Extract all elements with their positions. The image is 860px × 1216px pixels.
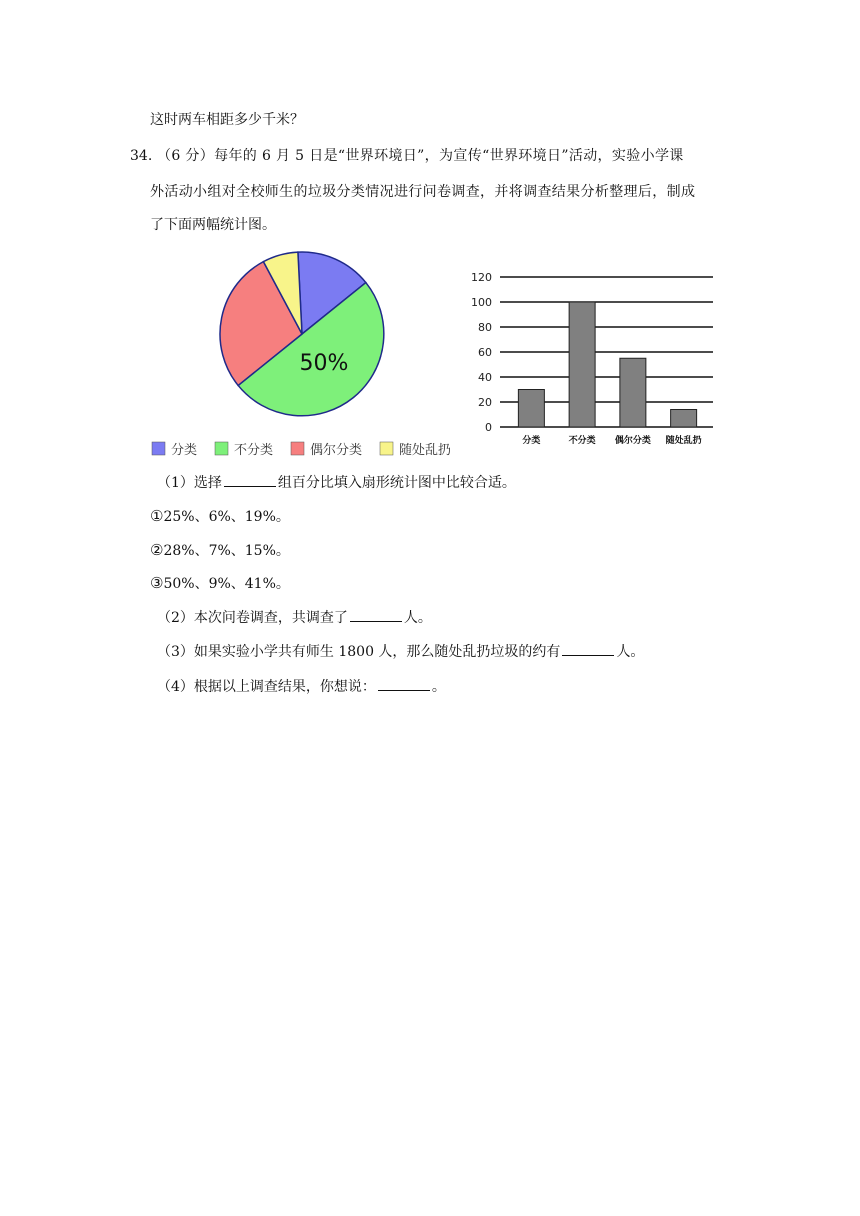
pie-chart	[150, 238, 450, 464]
answer-blank-2[interactable]	[350, 607, 402, 622]
answer-blank-1[interactable]	[224, 472, 276, 487]
legend-label-item-2: 不分类	[234, 443, 274, 458]
legend-swatch-item-2	[215, 442, 228, 455]
question-34-number: 34.	[130, 148, 153, 164]
part-2	[157, 607, 432, 628]
x-tick-label-item-3: 偶尔分类	[614, 436, 651, 446]
y-tick-label-item-6: 100	[471, 296, 492, 309]
part-1	[157, 472, 516, 493]
y-tick-label-item-4: 60	[478, 346, 492, 359]
part-3	[157, 641, 644, 662]
answer-blank-3[interactable]	[562, 641, 614, 656]
part-2-text-a: （2）本次问卷调查，共调查了	[157, 610, 348, 626]
option-3	[150, 573, 290, 594]
question-continuation: 这时两车相距多少千米？	[150, 112, 304, 128]
part-2-text-b: 人。	[403, 610, 432, 626]
legend-label-item-1: 分类	[171, 443, 198, 458]
legend-swatch-item-3	[291, 442, 304, 455]
y-tick-label-item-1: 0	[485, 421, 492, 434]
x-tick-label-item-1: 分类	[522, 436, 541, 446]
bar-item-4	[671, 410, 697, 428]
y-tick-label-item-2: 20	[478, 396, 492, 409]
y-tick-label-item-5: 80	[478, 321, 492, 334]
x-tick-label-item-4: 随处乱扔	[665, 436, 702, 446]
option-1-mark: ①	[150, 507, 164, 525]
part-1-text-b: 组百分比填入扇形统计图中比较合适。	[277, 475, 516, 491]
answer-blank-4[interactable]	[378, 676, 430, 691]
pie-chart-panel	[150, 238, 450, 464]
figure-statistics	[150, 238, 720, 464]
bar-item-1	[518, 390, 544, 428]
legend-swatch-item-4	[380, 442, 393, 455]
part-3-text-b: 人。	[616, 644, 645, 660]
bar-item-2	[569, 302, 595, 427]
part-4	[157, 676, 446, 697]
option-2	[150, 540, 290, 561]
option-1-text: 25%、6%、19%。	[163, 509, 290, 525]
part-3-text-a: （3）如果实验小学共有师生 1800 人，那么随处乱扔垃圾的约有	[157, 644, 561, 660]
legend-label-item-4: 随处乱扔	[399, 443, 450, 458]
y-tick-label-item-3: 40	[478, 371, 492, 384]
x-tick-label-item-2: 不分类	[568, 436, 596, 446]
option-3-text: 50%、9%、41%。	[163, 576, 290, 592]
legend-label-item-3: 偶尔分类	[310, 443, 363, 458]
question-34-line-1: （6 分）每年的 6 月 5 日是“世界环境日”，为宣传“世界环境日”活动，实验小学课	[157, 148, 684, 164]
option-3-mark: ③	[150, 574, 164, 592]
bar-chart	[455, 242, 720, 464]
bar-chart-panel	[455, 242, 720, 464]
option-2-mark: ②	[150, 541, 164, 559]
part-1-text-a: （1）选择	[157, 475, 222, 491]
part-4-text-a: （4）根据以上调查结果，你想说：	[157, 679, 376, 695]
legend-swatch-item-1	[152, 442, 165, 455]
pie-annotation: 50%	[299, 351, 349, 376]
question-34-line-3: 了下面两幅统计图。	[150, 217, 276, 233]
option-2-text: 28%、7%、15%。	[163, 543, 290, 559]
question-34-line-2: 外活动小组对全校师生的垃圾分类情况进行问卷调查，并将调查结果分析整理后，制成	[150, 184, 696, 200]
y-tick-label-item-7: 120	[471, 271, 492, 284]
bar-item-3	[620, 358, 646, 427]
option-1	[150, 506, 290, 527]
part-4-text-b: 。	[431, 679, 446, 695]
